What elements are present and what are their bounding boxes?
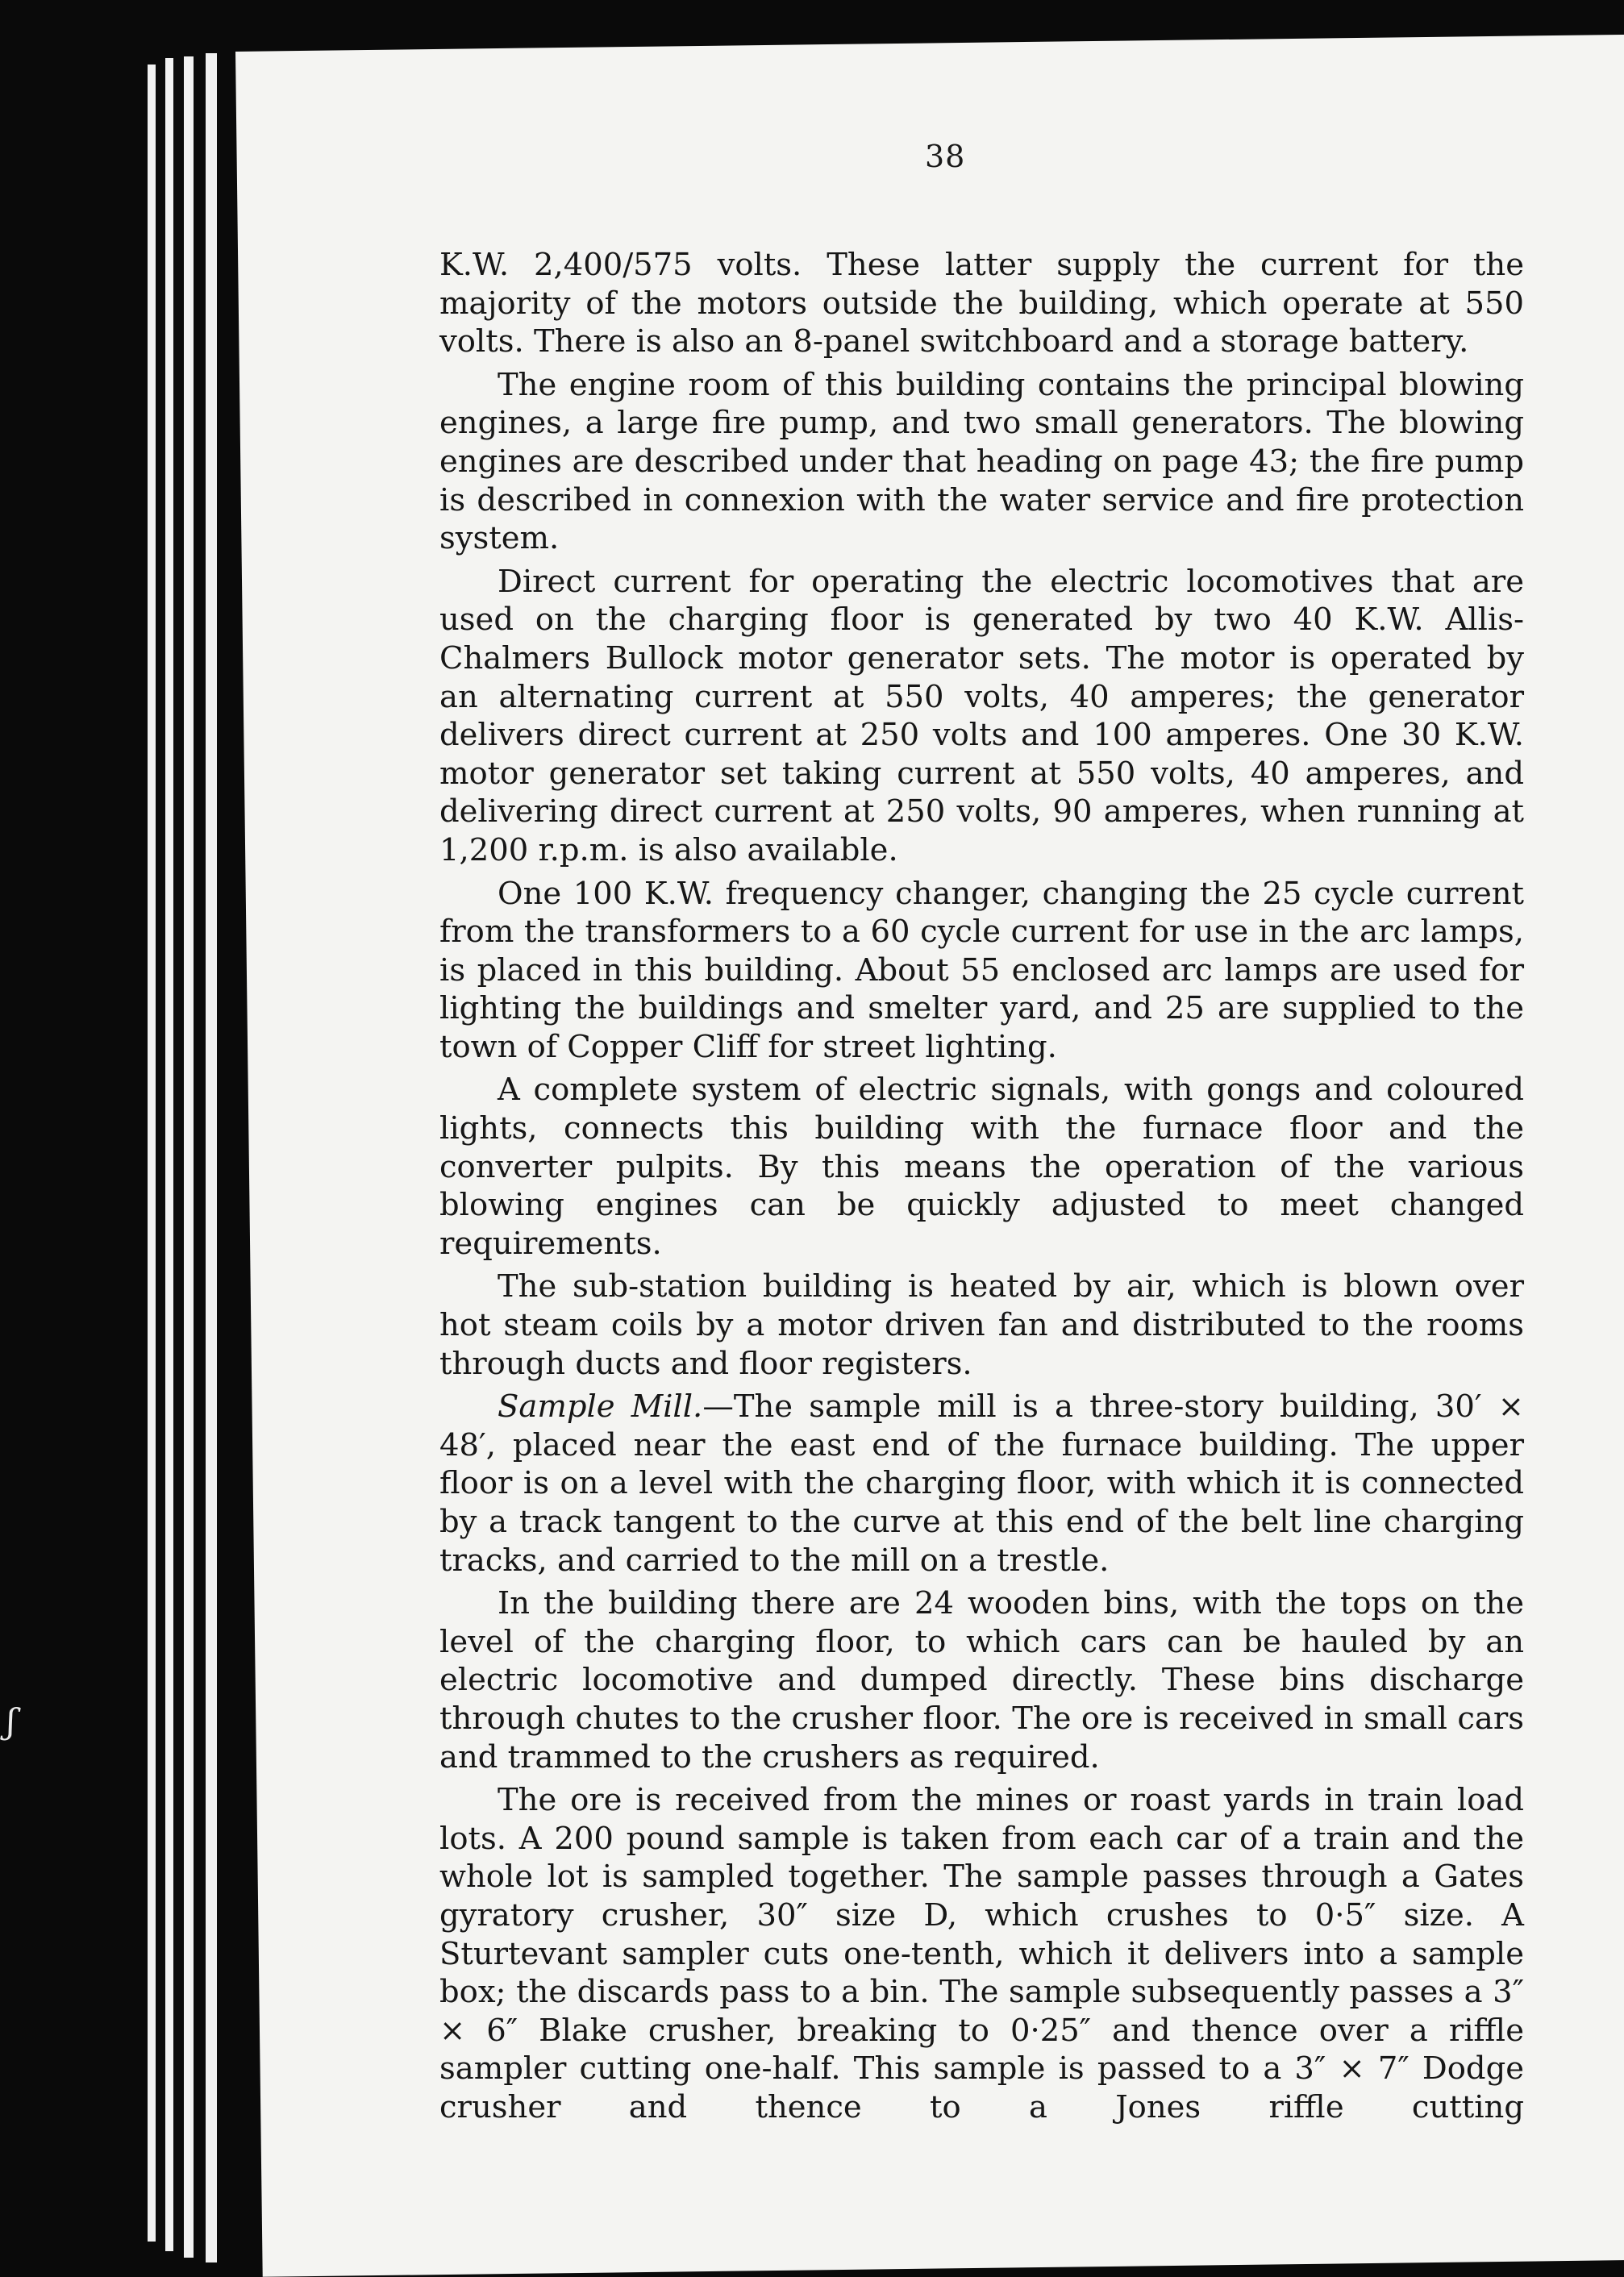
paragraph: The ore is received from the mines or roast yards in train load lots. A 200 pound sample is taken from each car of a train and the whole lot is sampled together. The sample passes through a Gates gyratory crusher, 30″ size D, which crushes to 0·5″ size. A Sturtevant sampler cuts one-tenth, which it delivers into a sample box; the discards pass to a bin. The sample subsequently passes a 3″ × 6″ Blake crusher, breaking to 0·25″ and thence over a riffle sampler cutting one-half. This sample is passed to a 3″ × 7″ Dodge crusher and thence to a Jones riffle cutting	[439, 1782, 1524, 2125]
paragraph: Direct current for operating the electric locomotives that are used on the charging floor is generated by two 40 K.W. Allis-Chalmers Bullock motor generator sets. The motor is operated by an alternating current at 550 volts, 40 amperes; the generator delivers direct current at 250 volts and 100 amperes. One 30 K.W. motor generator set taking current at 550 volts, 40 amperes, and delivering direct current at 250 volts, 90 amperes, when running at 1,200 r.p.m. is also available.	[439, 563, 1524, 868]
paragraph: A complete system of electric signals, with gongs and coloured lights, connects this building with the furnace floor and the converter pulpits. By this means the operation of the various blowing engines can be quickly adjusted to meet changed requirements.	[439, 1072, 1524, 1262]
page-edge-3	[184, 56, 194, 2258]
paragraph: In the building there are 24 wooden bins, with the tops on the level of the charging floor, to which cars can be hauled by an electric locomotive and dumped directly. These bins discharge through chutes to the crusher floor. The ore is received in small cars and trammed to the crushers as required.	[439, 1585, 1524, 1775]
paragraph: K.W. 2,400/575 volts. These latter supply the current for the majority of the motors outside the building, which operate at 550 volts. There is also an 8-panel switchboard and a storage battery.	[439, 247, 1524, 360]
paragraph-sample-mill	[439, 1388, 1524, 1580]
page-number: 38	[925, 139, 966, 174]
page-edge-1	[148, 65, 156, 2242]
section-heading: Sample Mill.	[498, 1388, 703, 1426]
page-edge-2	[165, 58, 173, 2251]
section-text: —The sample mill is a three-story building, 30′ × 48′, placed near the east end of the furnace building. The upper floor is on a level with the charging floor, with which it is connected by a track tangent to the curve at this end of the belt line charging tracks, and carried to the mill on a trestle.	[439, 1388, 1524, 1579]
paragraph: One 100 K.W. frequency changer, changing the 25 cycle current from the transformers to a 60 cycle current for use in the arc lamps, is placed in this building. About 55 enclosed arc lamps are used for lighting the buildings and smelter yard, and 25 are supplied to the town of Copper Cliff for street lighting.	[439, 875, 1524, 1065]
paragraph: The engine room of this building contains the principal blowing engines, a large fire pump, and two small generators. The blowing engines are described under that heading on page 43; the fire pump is described in connexion with the water service and fire protection system.	[439, 366, 1524, 557]
page-text	[439, 246, 1524, 2127]
paragraph: The sub-station building is heated by air, which is blown over hot steam coils by a motor driven fan and distributed to the rooms through ducts and floor registers.	[439, 1268, 1524, 1382]
margin-mark: ʃ	[6, 1701, 16, 1741]
page-edge-4	[206, 53, 217, 2262]
